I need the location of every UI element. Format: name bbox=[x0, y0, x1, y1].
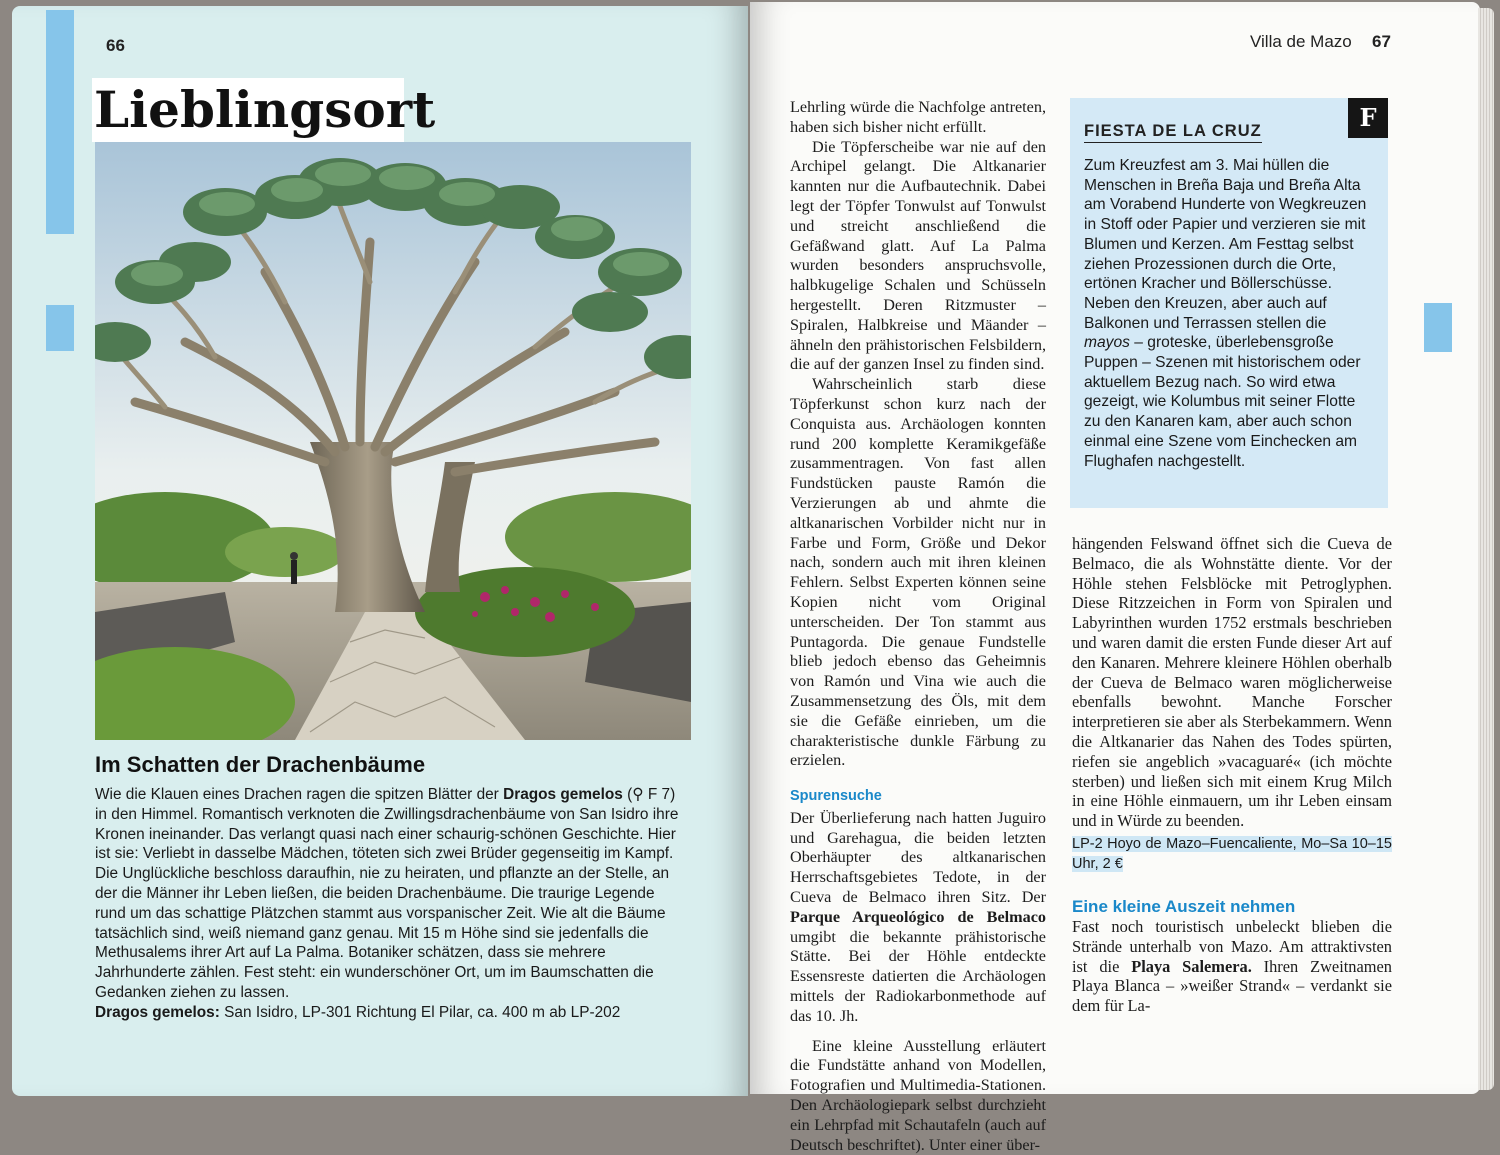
col2-text: Ihren Zweitnamen Playa Blanca – »weißer Strand« – verdankt sie dem für La- bbox=[1072, 956, 1392, 1016]
chapter-tab-top bbox=[46, 10, 74, 234]
lead-paragraph: Wie die Klauen eines Drachen ragen die spitzen Blätter der Dragos gemelos (⚲ F 7) in den Himmel. Romantisch verknoten die Zwillingsdrachenbäume von San Isidro ihre Kronen ineinander. Das verlangt quasi nach einer schaurig-schönen Geschichte. Hier ist sie: Verliebt in dasselbe Mädchen, töteten sich zwei Brüder gegenseitig im Kampf. Die Unglückliche beschloss daraufhin, nie zu heiraten, und pflanzte an der Stelle, an der die Männer ihr Leben ließen, die beiden Drachenbäume. Die traurige Legende rund um das schattige Plätzchen stammt aus vorspanischer Zeit. Wie alt die Bäume tatsächlich sind, weiß niemand ganz genau. Mit 15 m Höhe sind sie jedenfalls die Methusalems ihrer Art auf La Palma. Botaniker schätzen, dass sie mehrere Jahrhunderte zählen. Fest steht: ein wunderschöner Ort, um im Baumschatten die Gedanken ziehen zu lassen. Dragos gemelos: San Isidro, LP-301 Richtung El Pilar, ca. 400 m ab LP-202 bbox=[95, 786, 679, 1021]
infobox-text-b: – groteske, überlebensgroße Puppen – Szenen mit historischem oder aktuellem Bezug nach. So wird etwa gezeigt, wie Kolumbus mit seiner Flotte zu den Kanaren kam, aber auch schon einmal eine Szene vom Einchecken am Flughafen nachgestellt. bbox=[1084, 334, 1361, 470]
col1-paragraph: Wahrscheinlich starb diese Töpferkunst schon kurz nach der Conquista aus. Archäologen konnten rund 200 komplette Keramikgefäße zusammentragen. Von fast allen Fundstücken pauste Ramón die Verzierungen ab und ahmte die altkanarischen Vorbilder nicht nur in Farbe und Form, Größe und Dekor nach, sondern auch mit ihren kleinen Fehlern. Selbst Experten können seine Kopien nicht vom Original unterscheiden. Der Ton stammt aus Puntagorda. Die genaue Fundstelle blieb jedoch ebenso das Geheimnis von Ramón und Vina wie auch die Zusammensetzung des Öls, mit dem sie die Gefäße einrieben, um die charakteristische dunkle Färbung zu erzielen. bbox=[790, 375, 1046, 770]
infobox-letter: F bbox=[1348, 98, 1388, 138]
park-name: Parque Arqueológico de Belmaco bbox=[790, 907, 1046, 926]
running-head: Villa de Mazo bbox=[1250, 32, 1352, 51]
left-page-number: 66 bbox=[106, 36, 125, 55]
col1-paragraph bbox=[790, 809, 1046, 1027]
subheading-spurensuche: Spurensuche bbox=[790, 788, 882, 805]
text-column-2 bbox=[1072, 534, 1392, 1016]
info-text: San Isidro, LP-301 Richtung El Pilar, ca. 400 m ab LP-202 bbox=[224, 1003, 621, 1021]
col2-paragraph: hängenden Felswand öffnet sich die Cueva de Belmaco, die als Wohnstätte diente. Vor der Höhle stehen Felsblöcke mit Petroglyphen. Diese Ritzzeichen in Form von Spiralen und Labyrinthen wurden 1752 erstmals beschrieben und waren damit die ersten Funde dieser Art auf den Kanaren. Mehrere kleinere Höhlen oberhalb der Cueva de Belmaco waren möglicherweise ebenfalls bewohnt. Manche Forscher interpretieren sie aber als Sterbekammern. Wenn die Altkanarier das Nahen des Todes spürten, riefen sie angeblich »vacaguaré« (ich möchte sterben) und ließen sich mit einem Krug Milch in eine Höhle einmauern, um ihr Leben einsam und in Würde zu beenden. bbox=[1072, 534, 1392, 831]
col1-paragraph: Die Töpferscheibe war nie auf den Archipel gelangt. Die Altkanarier kannten nur die Aufbautechnik. Dabei legt der Töpfer Tonwulst auf Tonwulst und streicht anschließend die Gefäßwand glatt. Auf La Palma wurden besonders anspruchsvolle, halbkugelige Schalen und Schüsseln hergestellt. Deren Ritzmuster – Spiralen, Halbkreise und Mäander – ähneln den prähistorischen Felsbildern, die auf der ganzen Insel zu finden sind. bbox=[790, 137, 1046, 374]
col1-text: Der Überlieferung nach hatten Juguiro und Garehagua, die beiden letzten Oberhäupter des altkanarischen Herrschaftsgebietes Tedote, in der Cueva de Belmaco ihren Sitz. Der bbox=[790, 808, 1046, 907]
col1-text: umgibt die bekannte prähistorische Stätte. Bei der Höhle entdeckte Essensreste datierten die Archäologen mittels der Radiokarbonmethode auf das 10. Jh. bbox=[790, 927, 1046, 1025]
map-pin-icon: ⚲ bbox=[632, 786, 644, 803]
col1-paragraph: Lehrling würde die Nachfolge antreten, haben sich bisher nicht erfüllt. bbox=[790, 98, 1046, 136]
subheading-auszeit: Eine kleine Auszeit nehmen bbox=[1072, 896, 1296, 916]
lead-place-name: Dragos gemelos bbox=[503, 786, 623, 803]
lieblingsort-badge: Lieblingsort bbox=[92, 78, 404, 142]
col2-paragraph bbox=[1072, 917, 1392, 1016]
infobox-text-a: Zum Kreuzfest am 3. Mai hüllen die Menschen in Breña Baja und Breña Alta am Vorabend Hunderte von Wegkreuzen in Stoff oder Papier und verzieren sie mit Blumen und Kerzen. Am Festtag selbst ziehen Prozessionen durch die Orte, ertönen Kracher und Böllerschüsse. Neben den Kreuzen, aber auch auf Balkonen und Terrassen stellen die bbox=[1084, 157, 1367, 332]
col2-info-line: LP-2 Hoyo de Mazo–Fuencaliente, Mo–Sa 10–15 Uhr, 2 € bbox=[1072, 835, 1392, 872]
lead-text: ) in den Himmel. Romantisch verknoten die Zwillingsdrachenbäume von San Isidro ihre Kronen ineinander. Das verlangt quasi nach einer schaurig-schönen Geschichte. Hier ist sie: Verliebt in dasselbe Mädchen, töteten sich zwei Brüder gegenseitig im Kampf. Die Unglückliche beschloss daraufhin, nie zu heiraten, und pflanzte an der Stelle, an der die Männer ihr Leben ließen, die beiden Drachenbäume. Die traurige Legende rund um das schattige Plätzchen stammt aus vorspanischer Zeit. Wie alt die Bäume tatsächlich sind, weiß niemand ganz genau. Mit 15 m Höhe sind sie jedenfalls die Methusalems ihrer Art auf La Palma. Botaniker schätzen, dass sie mehrere Jahrhunderte zählen. Fest steht: ein wunderschöner Ort, um im Baumschatten die Gedanken ziehen zu lassen. bbox=[95, 786, 679, 1001]
col2-text: Fast noch touristisch unbeleckt blieben die Strände unterhalb von Mazo. Am attraktivsten ist die bbox=[1072, 916, 1392, 976]
lead-intro: Wie die Klauen eines Drachen ragen die spitzen Blätter der bbox=[95, 786, 499, 803]
map-reference: F 7 bbox=[647, 786, 671, 803]
section-title: Im Schatten der Drachenbäume bbox=[95, 752, 426, 777]
infobox-italic: mayos bbox=[1084, 334, 1130, 352]
dragon-tree-photo bbox=[95, 142, 691, 740]
beach-name: Playa Salemera. bbox=[1131, 956, 1252, 976]
text-column-1 bbox=[790, 98, 1046, 1155]
infobox-title: FIESTA DE LA CRUZ bbox=[1084, 122, 1262, 143]
info-label: Dragos gemelos: bbox=[95, 1003, 220, 1021]
chapter-tab-right bbox=[1424, 303, 1452, 352]
infobox-text bbox=[1084, 156, 1376, 471]
page-edges bbox=[1478, 8, 1494, 1090]
chapter-tab-marker bbox=[46, 305, 74, 351]
col1-paragraph: Eine kleine Ausstellung erläutert die Fundstätte anhand von Modellen, Fotografien und Multimedia-Stationen. Den Archäologiepark selbst durchzieht ein Lehrpfad mit Schautafeln (auch auf Deutsch beschriftet). Unter einer über- bbox=[790, 1036, 1046, 1154]
infobox-fiesta bbox=[1070, 98, 1388, 508]
right-page-number: 67 bbox=[1372, 32, 1391, 51]
